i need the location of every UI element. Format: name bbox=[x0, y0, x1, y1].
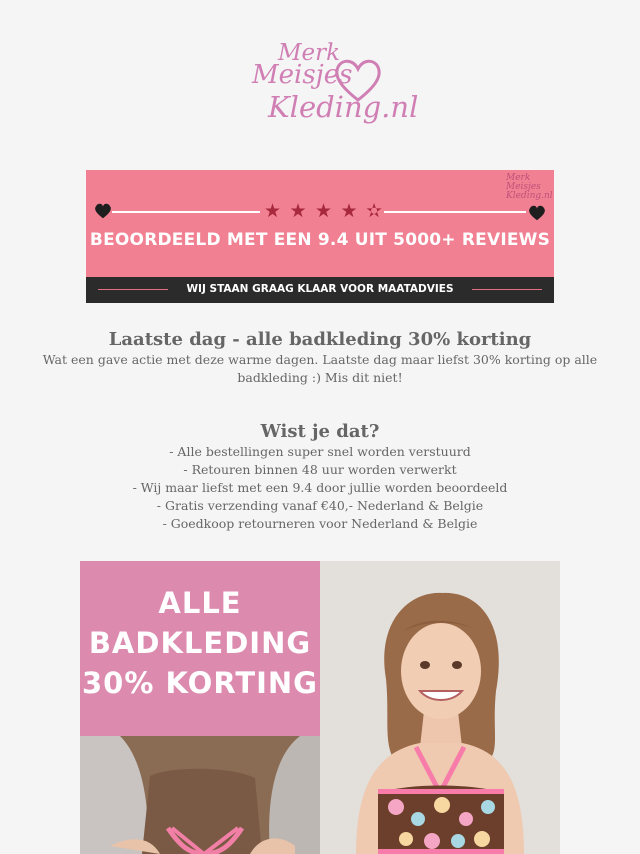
star-icon: ★ bbox=[340, 200, 358, 222]
promo-text: ALLE BADKLEDING 30% KORTING bbox=[81, 586, 318, 700]
rating-stars bbox=[264, 200, 382, 222]
logo-word-meisjes: Meisjes bbox=[252, 60, 353, 90]
banner-footer-bar bbox=[86, 277, 554, 303]
list-item: - Alle bestellingen super snel worden verstuurd bbox=[169, 444, 471, 459]
heart-outline-icon bbox=[332, 56, 384, 104]
girl-back-illustration bbox=[80, 736, 320, 854]
star-icon: ★ bbox=[315, 200, 333, 222]
list-item: - Retouren binnen 48 uur worden verwerkt bbox=[183, 462, 457, 477]
banner-bar-text: WIJ STAAN GRAAG KLAAR VOOR MAATADVIES bbox=[186, 283, 454, 295]
bar-rule-right bbox=[472, 289, 542, 290]
half-star-icon: ✫ bbox=[366, 200, 382, 222]
sale-title: Laatste dag - alle badkleding 30% korting bbox=[108, 329, 532, 350]
heart-icon bbox=[94, 202, 112, 220]
banner-rule-left bbox=[112, 211, 260, 213]
banner-headline: BEOORDEELD MET EEN 9.4 UIT 5000+ REVIEWS bbox=[89, 230, 551, 250]
hero-image-block[interactable] bbox=[80, 561, 560, 854]
model-front-photo bbox=[320, 561, 560, 854]
logo-word-merk: Merk bbox=[278, 40, 341, 66]
list-item: - Wij maar liefst met een 9.4 door jullie worden beoordeeld bbox=[132, 480, 508, 495]
sale-description: Wat een gave actie met deze warme dagen. Laatste dag maar liefst 30% korting op alle badkleding :) Mis dit niet! bbox=[42, 352, 598, 385]
girl-front-illustration bbox=[320, 561, 560, 854]
list-item: - Goedkoop retourneren voor Nederland & Belgie bbox=[162, 516, 478, 531]
facts-title: Wist je dat? bbox=[260, 421, 380, 442]
star-icon: ★ bbox=[264, 200, 282, 222]
heart-icon bbox=[528, 204, 546, 222]
promo-tile bbox=[80, 561, 320, 736]
model-back-photo bbox=[80, 736, 320, 854]
review-banner[interactable] bbox=[86, 170, 554, 303]
brand-logo[interactable] bbox=[240, 36, 419, 136]
banner-mini-logo: Merk Meisjes Kleding.nl bbox=[506, 173, 553, 201]
list-item: - Gratis verzending vanaf €40,- Nederland & Belgie bbox=[156, 498, 484, 513]
logo-word-kleding: Kleding.nl bbox=[268, 90, 419, 124]
star-icon: ★ bbox=[289, 200, 307, 222]
banner-rule-right bbox=[384, 211, 526, 213]
facts-list bbox=[0, 443, 640, 533]
